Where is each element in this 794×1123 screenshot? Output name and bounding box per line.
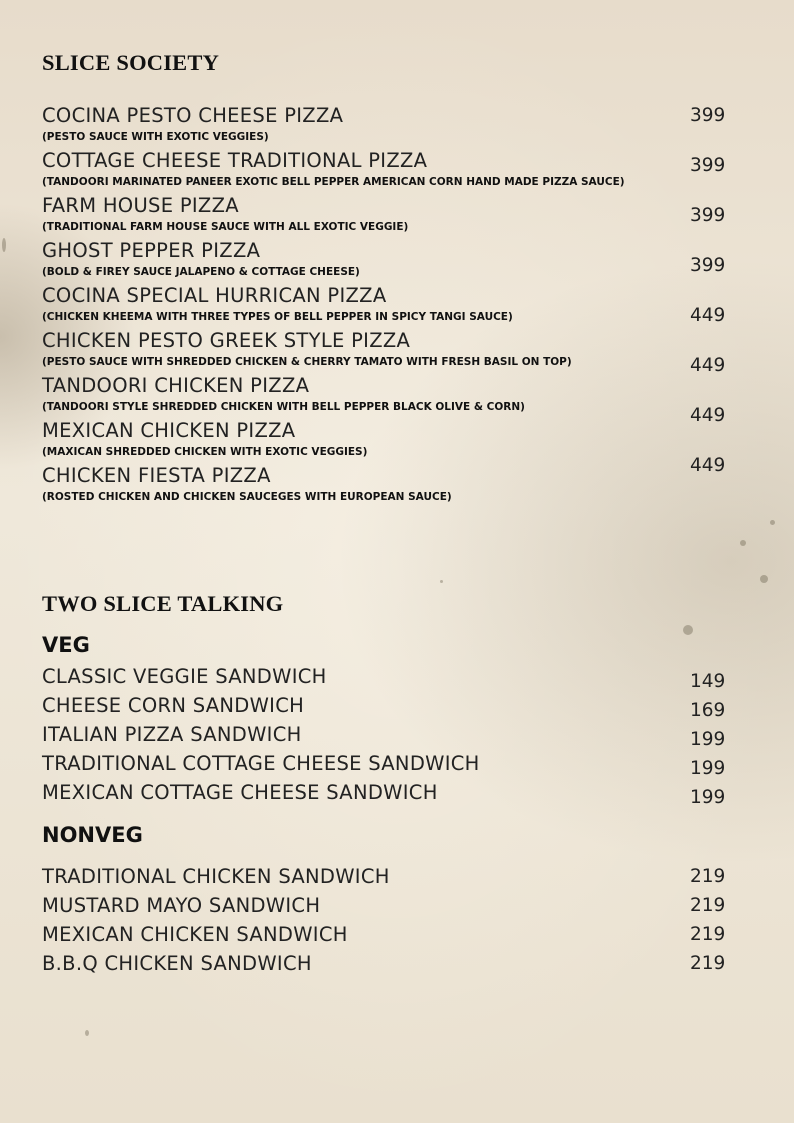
menu-item-price: 219: [690, 895, 726, 916]
menu-item-description: (ROSTED CHICKEN AND CHICKEN SAUCEGES WITH EUROPEAN SAUCE): [42, 491, 452, 503]
menu-item-name: MEXICAN CHICKEN PIZZA: [42, 419, 296, 442]
menu-item-price: 199: [690, 729, 726, 750]
menu-item-name: TRADITIONAL COTTAGE CHEESE SANDWICH: [42, 752, 480, 775]
menu-item-name: MEXICAN CHICKEN SANDWICH: [42, 923, 348, 946]
menu-item-price: 219: [690, 924, 726, 945]
menu-item-price: 199: [690, 787, 726, 808]
menu-item-description: (MAXICAN SHREDDED CHICKEN WITH EXOTIC VEGGIES): [42, 446, 368, 458]
menu-item-price: 449: [690, 305, 726, 326]
menu-item-description: (TANDOORI MARINATED PANEER EXOTIC BELL PEPPER AMERICAN CORN HAND MADE PIZZA SAUCE): [42, 176, 625, 188]
menu-item-name: COTTAGE CHEESE TRADITIONAL PIZZA: [42, 149, 428, 172]
subsection-title-veg: VEG: [42, 633, 90, 657]
menu-item-price: 199: [690, 758, 726, 779]
menu-item-name: ITALIAN PIZZA SANDWICH: [42, 723, 302, 746]
menu-item-price: 169: [690, 700, 726, 721]
menu-item-name: COCINA SPECIAL HURRICAN PIZZA: [42, 284, 387, 307]
menu-item-name: MUSTARD MAYO SANDWICH: [42, 894, 321, 917]
paper-stain: [760, 575, 768, 583]
menu-item-name: TANDOORI CHICKEN PIZZA: [42, 374, 310, 397]
menu-item-description: (TANDOORI STYLE SHREDDED CHICKEN WITH BELL PEPPER BLACK OLIVE & CORN): [42, 401, 525, 413]
paper-stain: [740, 540, 746, 546]
section-title-two-slice-talking: TWO SLICE TALKING: [42, 591, 284, 616]
menu-item-name: CHICKEN PESTO GREEK STYLE PIZZA: [42, 329, 411, 352]
menu-item-description: (CHICKEN KHEEMA WITH THREE TYPES OF BELL PEPPER IN SPICY TANGI SAUCE): [42, 311, 513, 323]
paper-stain: [683, 625, 693, 635]
paper-stain: [770, 520, 775, 525]
menu-item-name: COCINA PESTO CHEESE PIZZA: [42, 104, 344, 127]
paper-stain: [85, 1030, 89, 1036]
subsection-title-nonveg: NONVEG: [42, 823, 143, 847]
menu-item-price: 399: [690, 105, 726, 126]
menu-item-name: GHOST PEPPER PIZZA: [42, 239, 261, 262]
menu-item-description: (PESTO SAUCE WITH SHREDDED CHICKEN & CHERRY TAMATO WITH FRESH BASIL ON TOP): [42, 356, 572, 368]
menu-item-price: 449: [690, 355, 726, 376]
menu-item-name: B.B.Q CHICKEN SANDWICH: [42, 952, 312, 975]
menu-item-price: 219: [690, 953, 726, 974]
menu-item-description: (TRADITIONAL FARM HOUSE SAUCE WITH ALL EXOTIC VEGGIE): [42, 221, 409, 233]
menu-item-name: CLASSIC VEGGIE SANDWICH: [42, 665, 327, 688]
menu-item-price: 399: [690, 155, 726, 176]
menu-item-name: MEXICAN COTTAGE CHEESE SANDWICH: [42, 781, 438, 804]
paper-stain: [440, 580, 443, 583]
menu-item-description: (BOLD & FIREY SAUCE JALAPENO & COTTAGE CHEESE): [42, 266, 360, 278]
menu-item-name: CHEESE CORN SANDWICH: [42, 694, 305, 717]
menu-item-price: 449: [690, 455, 726, 476]
menu-item-price: 219: [690, 866, 726, 887]
paper-stain: [2, 238, 6, 252]
menu-item-price: 399: [690, 255, 726, 276]
section-title-slice-society: SLICE SOCIETY: [42, 50, 220, 75]
menu-item-name: TRADITIONAL CHICKEN SANDWICH: [42, 865, 390, 888]
menu-item-price: 449: [690, 405, 726, 426]
menu-item-price: 399: [690, 205, 726, 226]
menu-item-name: FARM HOUSE PIZZA: [42, 194, 239, 217]
menu-item-name: CHICKEN FIESTA PIZZA: [42, 464, 271, 487]
menu-item-description: (PESTO SAUCE WITH EXOTIC VEGGIES): [42, 131, 269, 143]
menu-item-price: 149: [690, 671, 726, 692]
